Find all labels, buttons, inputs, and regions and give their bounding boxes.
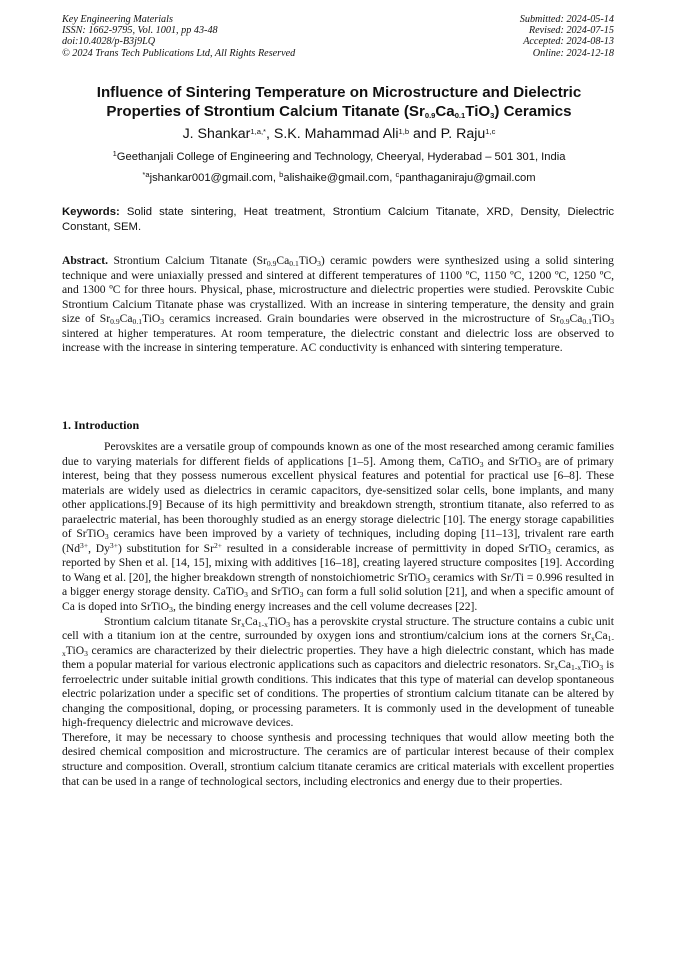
copyright-line: © 2024 Trans Tech Publications Ltd, All Rights Reserved (62, 47, 296, 59)
email-1[interactable]: jshankar001@gmail.com, (149, 172, 280, 184)
doi-line[interactable]: doi:10.4028/p-B3j9LQ (62, 36, 156, 48)
abstract-label: Abstract. (62, 254, 109, 267)
author-1: J. Shankar (182, 126, 251, 142)
accepted-date: Accepted: 2024-08-13 (523, 36, 614, 48)
email-2[interactable]: alishaike@gmail.com, (283, 172, 396, 184)
author-3: and P. Raju (409, 126, 486, 142)
paragraph: Strontium calcium titanate $Sr_xCa_{1-x}TiO_3$ has a perovskite crystal structure. The structure contains a cubic unit cell with a titanium ion at the centre, surrounded by oxygen ions and strontium/calcium ions at the corners $Sr_xCa_{1-x}TiO_3$ ceramics are characterized by their dielectric properties. They have a high dielectric constant, which has made them a popular material for various electronic applications such as capacitors and dielectric resonators. $Sr_xCa_{1-x}TiO_3$ is ferroelectric under suitable initial growth conditions. This indicates that this type of material can develop spontaneous electric polarization under a specific set of conditions. The properties of strontium calcium titanate can be altered by changing the compositional, doping, or processing parameters. It is commonly used in the development of tuneable high-frequency dielectric and microwave devices. (62, 614, 614, 730)
journal-name: Key Engineering Materials (62, 14, 173, 25)
section-heading-introduction: 1. Introduction (62, 418, 140, 432)
online-date: Online: 2024-12-18 (532, 47, 614, 59)
submitted-date: Submitted: 2024-05-14 (519, 14, 614, 25)
author-list: J. Shankar$^{1,a,*}$, S.K. Mahammad Ali$^{1,b}$ and P. Raju$^{1,c}$ (182, 126, 496, 142)
abstract: Abstract. Strontium Calcium Titanate $(Sr_{0.9}Ca_{0.1}TiO_3)$ ceramic powders were synthesized using a solid sintering technique and were uniaxially pressed and sintered at different temperatures of 1100 ºC, 1150 ºC, 1200 ºC, 1250 ºC, and 1300 ºC for three hours. Physical, phase, microstructure and dielectric properties were studied. Perovskite Cubic Strontium Calcium Titanate phase was crystallized. With an increase in sintering temperature, the density and grain size of $Sr_{0.9}Ca_{0.1}TiO_3$ ceramics increased. Grain boundaries were observed in the microstructure of $Sr_{0.9}Ca_{0.1}TiO_3$ sintered at higher temperatures. At room temperature, the dielectric constant and dielectric loss are observed to increase with the increase in sintering temperature. AC conductivity is enhanced with sintering temperature. (62, 254, 614, 355)
keywords (62, 205, 614, 234)
title-line-2: Properties of Strontium Calcium Titanate $(Sr_{0.9}Ca_{0.1}TiO_3)$ Ceramics (106, 103, 572, 120)
keywords-label: Keywords: (62, 206, 120, 218)
paragraph: Therefore, it may be necessary to choose synthesis and processing techniques that would allow meeting both the desired chemical composition and microstructure. The ceramics are of particular interest because of their complex structure and composition. Overall, strontium calcium titanate ceramics are critical materials with excellent properties that can be used in a range of technological sectors, including electronics and energy due to their properties. (62, 730, 614, 788)
journal-info (62, 14, 295, 59)
paragraph: Perovskites are a versatile group of compounds known as one of the most researched among ceramic families due to varying materials for different fields of applications [1–5]. Among them, CaTiO$_3$ and SrTiO$_3$ are of primary interest, being that they possess numerous excellent physical features and potential for practical use [6–8]. These materials are widely used as dielectrics in ceramic capacitors, dye-sensitized solar cells, bone implants, and many other applications.[9] Because of its high permittivity and breakdown strength, strontium titanate, also referred to as paraelectric material, has been thoroughly studied as an energy storage dielectric [10]. The energy storage capabilities of SrTiO$_3$ ceramics have been improved by a variety of techniques, including doping [11–13], trivalent rare earth ($Nd^{3+}$, $Dy^{3+}$) substitution for $Sr^{2+}$ resulted in a considerable increase of permittivity in doped SrTiO$_3$ ceramics, as reported by Shen et al. [14, 15], mixing with additives [16–18], creating layered structure composites [19]. According to Wang et al. [20], the higher breakdown strength of nonstoichiometric SrTiO$_3$ ceramics with Sr/Ti = 0.996 resulted in a bigger energy storage density. CaTiO$_3$ and SrTiO$_3$ can form a full solid solution [21], and when a specific amount of Ca is doped into SrTiO$_3$, the binding energy increases and the cell volume decreases [22]. (62, 440, 614, 615)
email-3[interactable]: panthaganiraju@gmail.com (399, 172, 536, 184)
affiliation: $^1$Geethanjali College of Engineering and Technology, Cheeryal, Hyderabad – 501 301, India (112, 149, 566, 163)
dates-info (520, 14, 614, 59)
author-2: , S.K. Mahammad Ali (266, 126, 399, 142)
introduction-body (62, 440, 614, 789)
revised-date: Revised: 2024-07-15 (528, 25, 614, 37)
author-emails: $^{*a}$jshankar001@gmail.com, $^b$alishaike@gmail.com, $^c$panthaganiraju@gmail.com (142, 170, 536, 184)
title-line-1: Influence of Sintering Temperature on Microstructure and Dielectric (96, 84, 582, 101)
keywords-text: Solid state sintering, Heat treatment, Strontium Calcium Titanate, XRD, Density, Dielectric Constant, SEM. (62, 206, 614, 233)
paper-title (62, 83, 616, 121)
issn-line: ISSN: 1662-9795, Vol. 1001, pp 43-48 (62, 25, 218, 37)
